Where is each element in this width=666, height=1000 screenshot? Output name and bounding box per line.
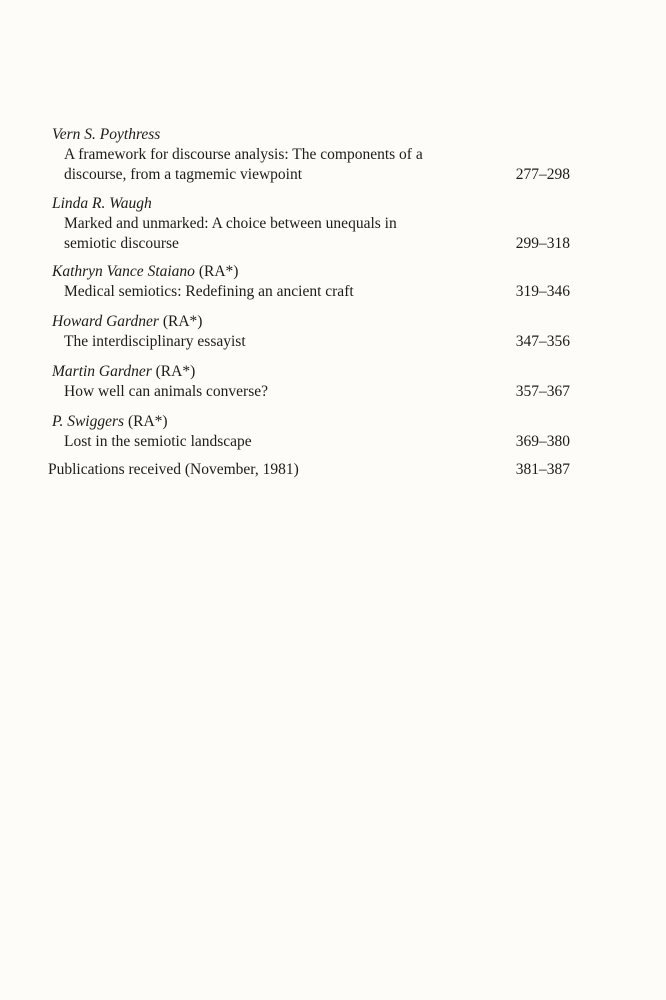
- author-name: Martin Gardner: [52, 363, 152, 380]
- toc-entry: [48, 125, 578, 185]
- page-range: 299–318: [515, 235, 570, 252]
- review-article-note: (RA*): [162, 313, 203, 330]
- article-title-line: semiotic discourse: [64, 235, 179, 252]
- author-line: [48, 362, 578, 382]
- publications-received-entry: [48, 460, 578, 480]
- article-title-line: Medical semiotics: Redefining an ancient craft: [64, 283, 354, 300]
- article-title-line: discourse, from a tagmemic viewpoint: [64, 166, 303, 183]
- page-range: 319–346: [515, 283, 570, 300]
- page-range: 357–367: [515, 383, 570, 400]
- page-range: 369–380: [515, 433, 570, 450]
- author-line: [48, 262, 578, 282]
- toc-entry: [48, 362, 578, 402]
- author-line: [48, 412, 578, 432]
- page-range: 277–298: [515, 166, 570, 183]
- author-line: [48, 312, 578, 332]
- article-title-line: Marked and unmarked: A choice between unequals in: [64, 215, 397, 232]
- toc-entry: [48, 262, 578, 302]
- review-article-note: (RA*): [198, 263, 239, 280]
- table-of-contents: [48, 125, 578, 480]
- review-article-note: (RA*): [127, 413, 168, 430]
- author-name: Howard Gardner: [52, 313, 159, 330]
- author-name: Vern S. Poythress: [52, 126, 161, 143]
- page-range: 347–356: [515, 333, 570, 350]
- article-title-line: A framework for discourse analysis: The components of a: [64, 146, 423, 163]
- author-name: P. Swiggers: [52, 413, 125, 430]
- author-name: Linda R. Waugh: [52, 195, 152, 212]
- review-article-note: (RA*): [155, 363, 196, 380]
- toc-entry: [48, 194, 578, 254]
- toc-entry: [48, 312, 578, 352]
- page-range: 381–387: [515, 461, 570, 478]
- author-line: [48, 125, 578, 145]
- toc-entry: [48, 412, 578, 452]
- author-line: [48, 194, 578, 214]
- article-title-line: How well can animals converse?: [64, 383, 269, 400]
- article-title-line: The interdisciplinary essayist: [64, 333, 246, 350]
- publications-received-title: Publications received (November, 1981): [48, 461, 299, 478]
- article-title-line: Lost in the semiotic landscape: [64, 433, 252, 450]
- author-name: Kathryn Vance Staiano: [52, 263, 195, 280]
